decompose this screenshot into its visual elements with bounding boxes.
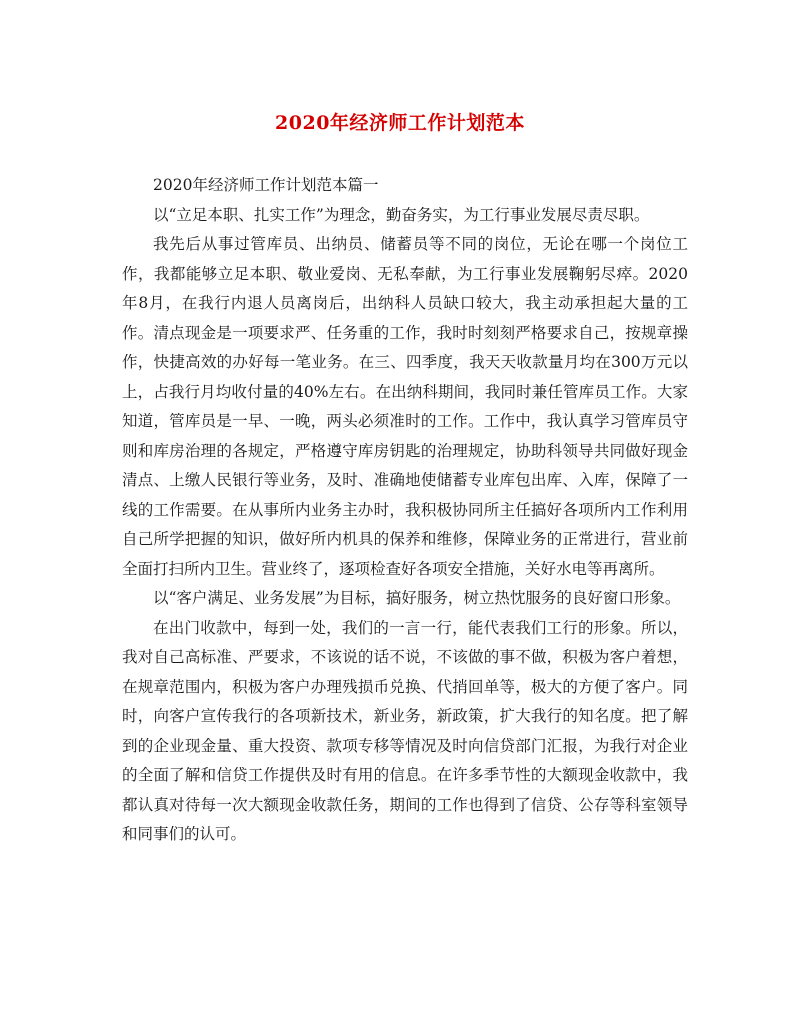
section-heading: 2020年经济师工作计划范本篇一 <box>153 176 379 194</box>
paragraph-1: 以“立足本职、扎实工作”为理念，勤奋务实，为工行事业发展尽责尽职。 <box>153 205 650 224</box>
paragraph-2: 我先后从事过管库员、出纳员、储蓄员等不同的岗位，无论在哪一个岗位工作，我都能够立足本职、敬业爱岗、无私奉献，为工行事业发展鞠躬尽瘁。2020年8月，在我行内退人员离岗后，出纳科人员缺口较大，我主动承担起大量的工作。清点现金是一项要求严、任务重的工作，我时时刻刻严格要求自己，按规章操作，快捷高效的办好每一笔业务。在三、四季度，我天天收款量月均在300万元以上，占我行月均收付量的40%左右。在出纳科期间，我同时兼任管库员工作。大家知道，管库员是一早、一晚，两头必须准时的工作。工作中，我认真学习管库员守则和库房治理的各规定，严格遵守库房钥匙的治理规定，协助科领导共同做好现金清点、上缴人民银行等业务，及时、准确地使储蓄专业库包出库、入库，保障了一线的工作需要。在从事所内业务主办时，我积极协同所主任搞好各项所内工作利用自己所学把握的知识，做好所内机具的保养和维修，保障业务的正常进行，营业前全面打扫所内卫生。营业终了，逐项检查好各项安全措施，关好水电等再离所。 <box>122 235 688 578</box>
document-title: 2020年经济师工作计划范本 <box>275 112 525 134</box>
paragraph-3: 以“客户满足、业务发展”为目标，搞好服务，树立热忱服务的良好窗口形象。 <box>153 589 681 607</box>
paragraph-4: 在出门收款中，每到一处，我们的一言一行，能代表我们工行的形象。所以，我对自己高标准、严要求，不该说的话不说，不该做的事不做，积极为客户着想，在规章范围内，积极为客户办理残损币兑换、代捎回单等，极大的方便了客户。同时，向客户宣传我行的各项新技术，新业务，新政策，扩大我行的知名度。把了解到的企业现金量、重大投资、款项专移等情况及时向信贷部门汇报，为我行对企业的全面了解和信贷工作提供及时有用的信息。在许多季节性的大额现金收款中，我都认真对待每一次大额现金收款任务，期间的工作也得到了信贷、公存等科室领导和同事们的认可。 <box>122 618 688 843</box>
document-body <box>122 171 688 850</box>
